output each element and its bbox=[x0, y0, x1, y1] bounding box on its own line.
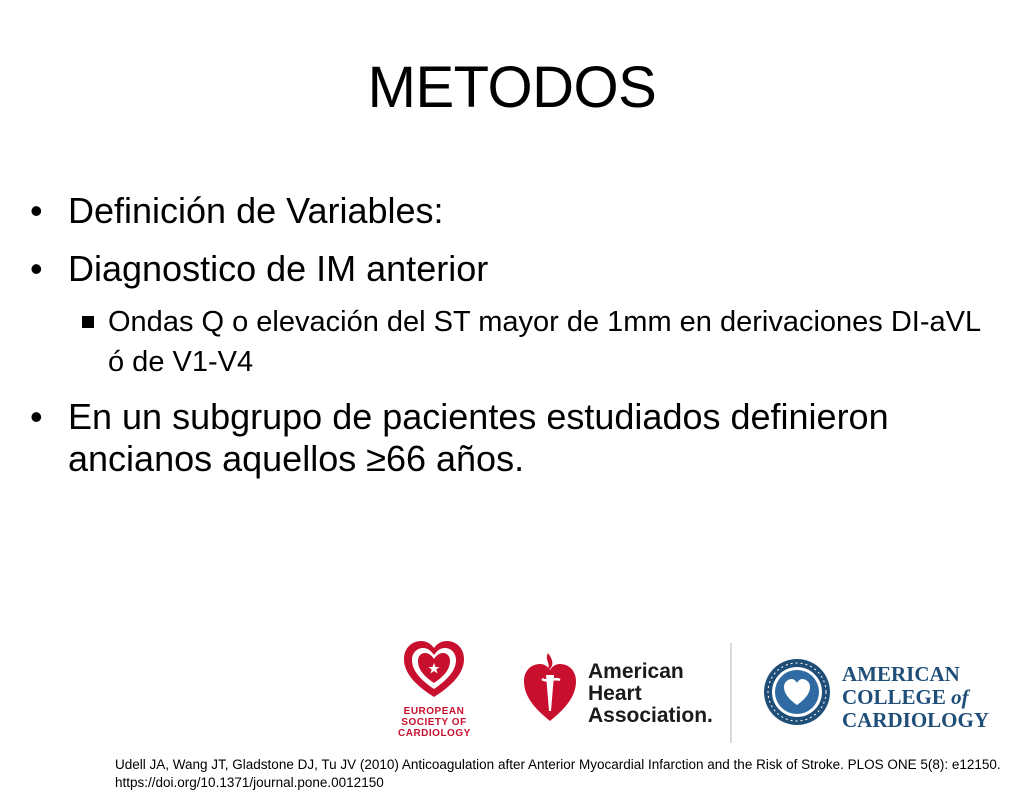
aha-heart-torch-icon bbox=[520, 653, 580, 723]
bullet-list bbox=[30, 190, 990, 496]
bullet-item bbox=[30, 248, 990, 290]
sub-bullet-text: Ondas Q o elevación del ST mayor de 1mm en derivaciones DI-aVL ó de V1-V4 bbox=[108, 306, 981, 378]
aha-logo-text: Heart bbox=[588, 682, 642, 705]
acc-logo-text: CARDIOLOGY bbox=[842, 708, 990, 732]
acc-logo bbox=[762, 657, 990, 732]
bullet-item bbox=[30, 190, 990, 232]
bullet-dot: • bbox=[30, 396, 43, 437]
bullet-text: Definición de Variables: bbox=[68, 190, 444, 231]
acc-logo-text: COLLEGE of bbox=[842, 685, 969, 709]
aha-logo-text: Association. bbox=[588, 704, 713, 727]
aha-logo bbox=[520, 653, 713, 728]
slide-title: METODOS bbox=[367, 55, 657, 120]
bullet-text: Diagnostico de IM anterior bbox=[68, 248, 489, 289]
acc-logo-text: AMERICAN bbox=[842, 662, 960, 686]
citation: Udell JA, Wang JT, Gladstone DJ, Tu JV (2010) Anticoagulation after Anterior Myocardial Infarction and the Risk of Stroke. PLOS ONE 5(8): e12150. https://doi.org/10.1371/journal.pone.0012150 bbox=[115, 757, 1001, 790]
bullet-dot: • bbox=[30, 248, 43, 289]
bullet-dot: • bbox=[30, 190, 43, 231]
sub-bullet-item bbox=[30, 302, 990, 382]
esc-logo-text: CARDIOLOGY bbox=[398, 728, 471, 739]
aha-logo-text: American bbox=[588, 660, 684, 683]
esc-logo-text: EUROPEAN bbox=[403, 706, 465, 717]
esc-logo bbox=[398, 639, 470, 739]
esc-heart-icon bbox=[402, 639, 466, 701]
logo-divider bbox=[730, 643, 732, 743]
esc-logo-text: SOCIETY OF bbox=[401, 717, 467, 728]
logo-strip bbox=[380, 635, 1010, 745]
acc-seal-icon bbox=[762, 657, 832, 727]
bullet-item bbox=[30, 396, 990, 480]
square-bullet-icon bbox=[82, 316, 94, 328]
bullet-text: En un subgrupo de pacientes estudiados definieron ancianos aquellos ≥66 años. bbox=[68, 396, 889, 479]
